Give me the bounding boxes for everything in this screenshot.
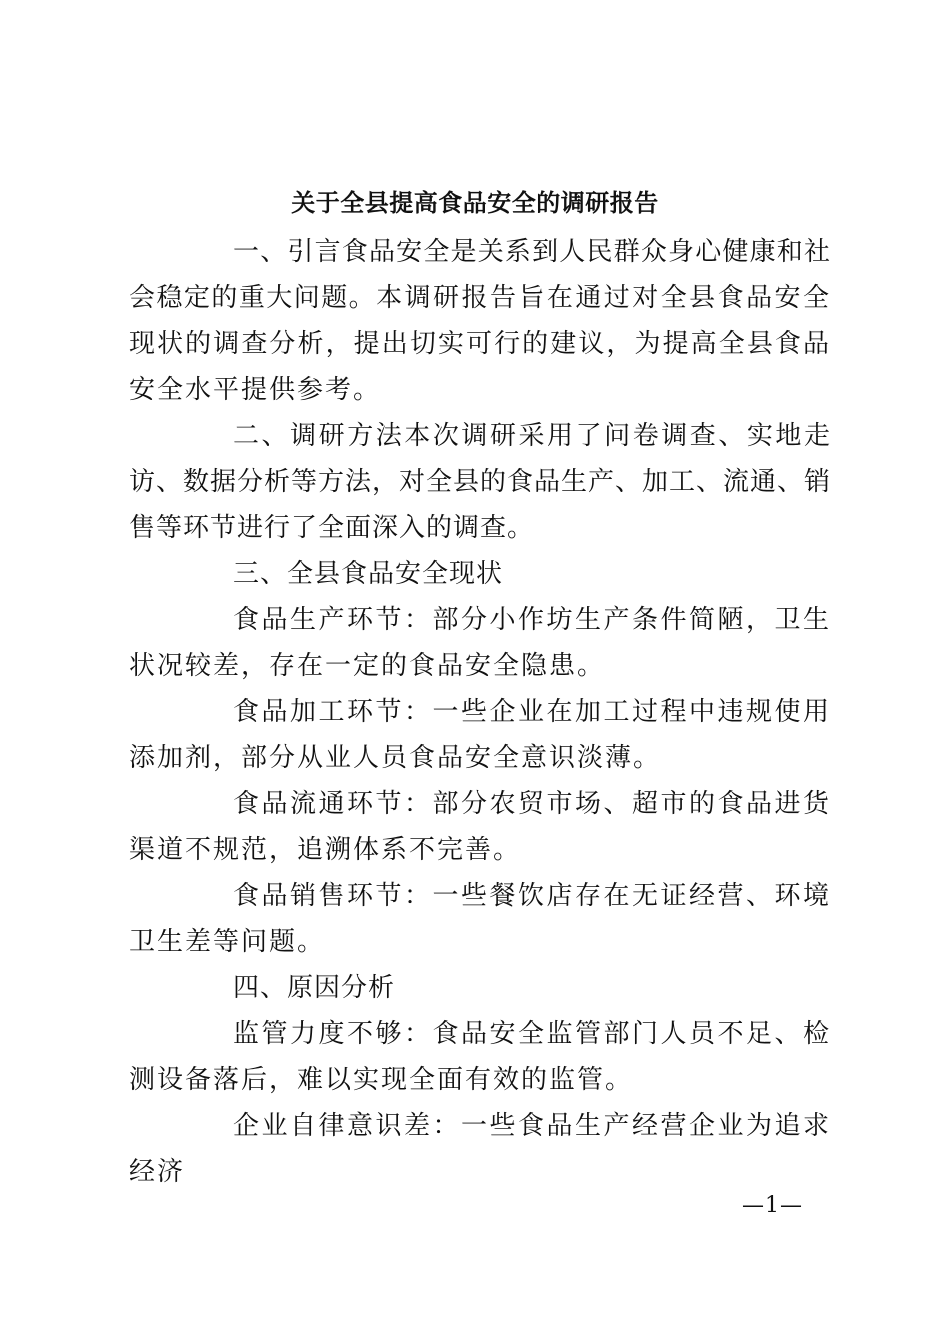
page-number: —1—: [742, 1193, 803, 1218]
paragraph-research-method: 二、调研方法本次调研采用了问卷调查、实地走访、数据分析等方法，对全县的食品生产、加工、流通、销售等环节进行了全面深入的调查。: [129, 421, 832, 543]
section-heading-cause-analysis: 四、原因分析: [233, 973, 396, 1003]
page-title: 关于全县提高食品安全的调研报告: [291, 188, 659, 217]
paragraph-processing-stage: 食品加工环节：一些企业在加工过程中违规使用添加剂，部分从业人员食品安全意识淡薄。: [129, 697, 831, 773]
paragraph-enterprise-self-discipline: 企业自律意识差：一些食品生产经营企业为追求经济: [129, 1111, 831, 1187]
paragraph-sales-stage: 食品销售环节：一些餐饮店存在无证经营、环境卫生差等问题。: [129, 881, 831, 957]
paragraph-circulation-stage: 食品流通环节：部分农贸市场、超市的食品进货渠道不规范，追溯体系不完善。: [129, 789, 831, 865]
document-body: [129, 229, 831, 1195]
paragraph-supervision: 监管力度不够：食品安全监管部门人员不足、检测设备落后，难以实现全面有效的监管。: [129, 1019, 831, 1095]
introduction-heading-text: 一、引言食品安全是关系到人民群众身心健康和社会稳定的重大问题。: [129, 237, 831, 313]
introduction-body-text: 本调研报告旨在通过对全县食品安全现状的调查分析，提出切实可行的建议，为提高全县食品安全水平提供参考。: [129, 283, 831, 405]
paragraph-introduction: [129, 229, 831, 413]
section-heading-current-status: 三、全县食品安全现状: [233, 559, 504, 589]
paragraph-production-stage: 食品生产环节：部分小作坊生产条件简陋，卫生状况较差，存在一定的食品安全隐患。: [129, 605, 831, 681]
